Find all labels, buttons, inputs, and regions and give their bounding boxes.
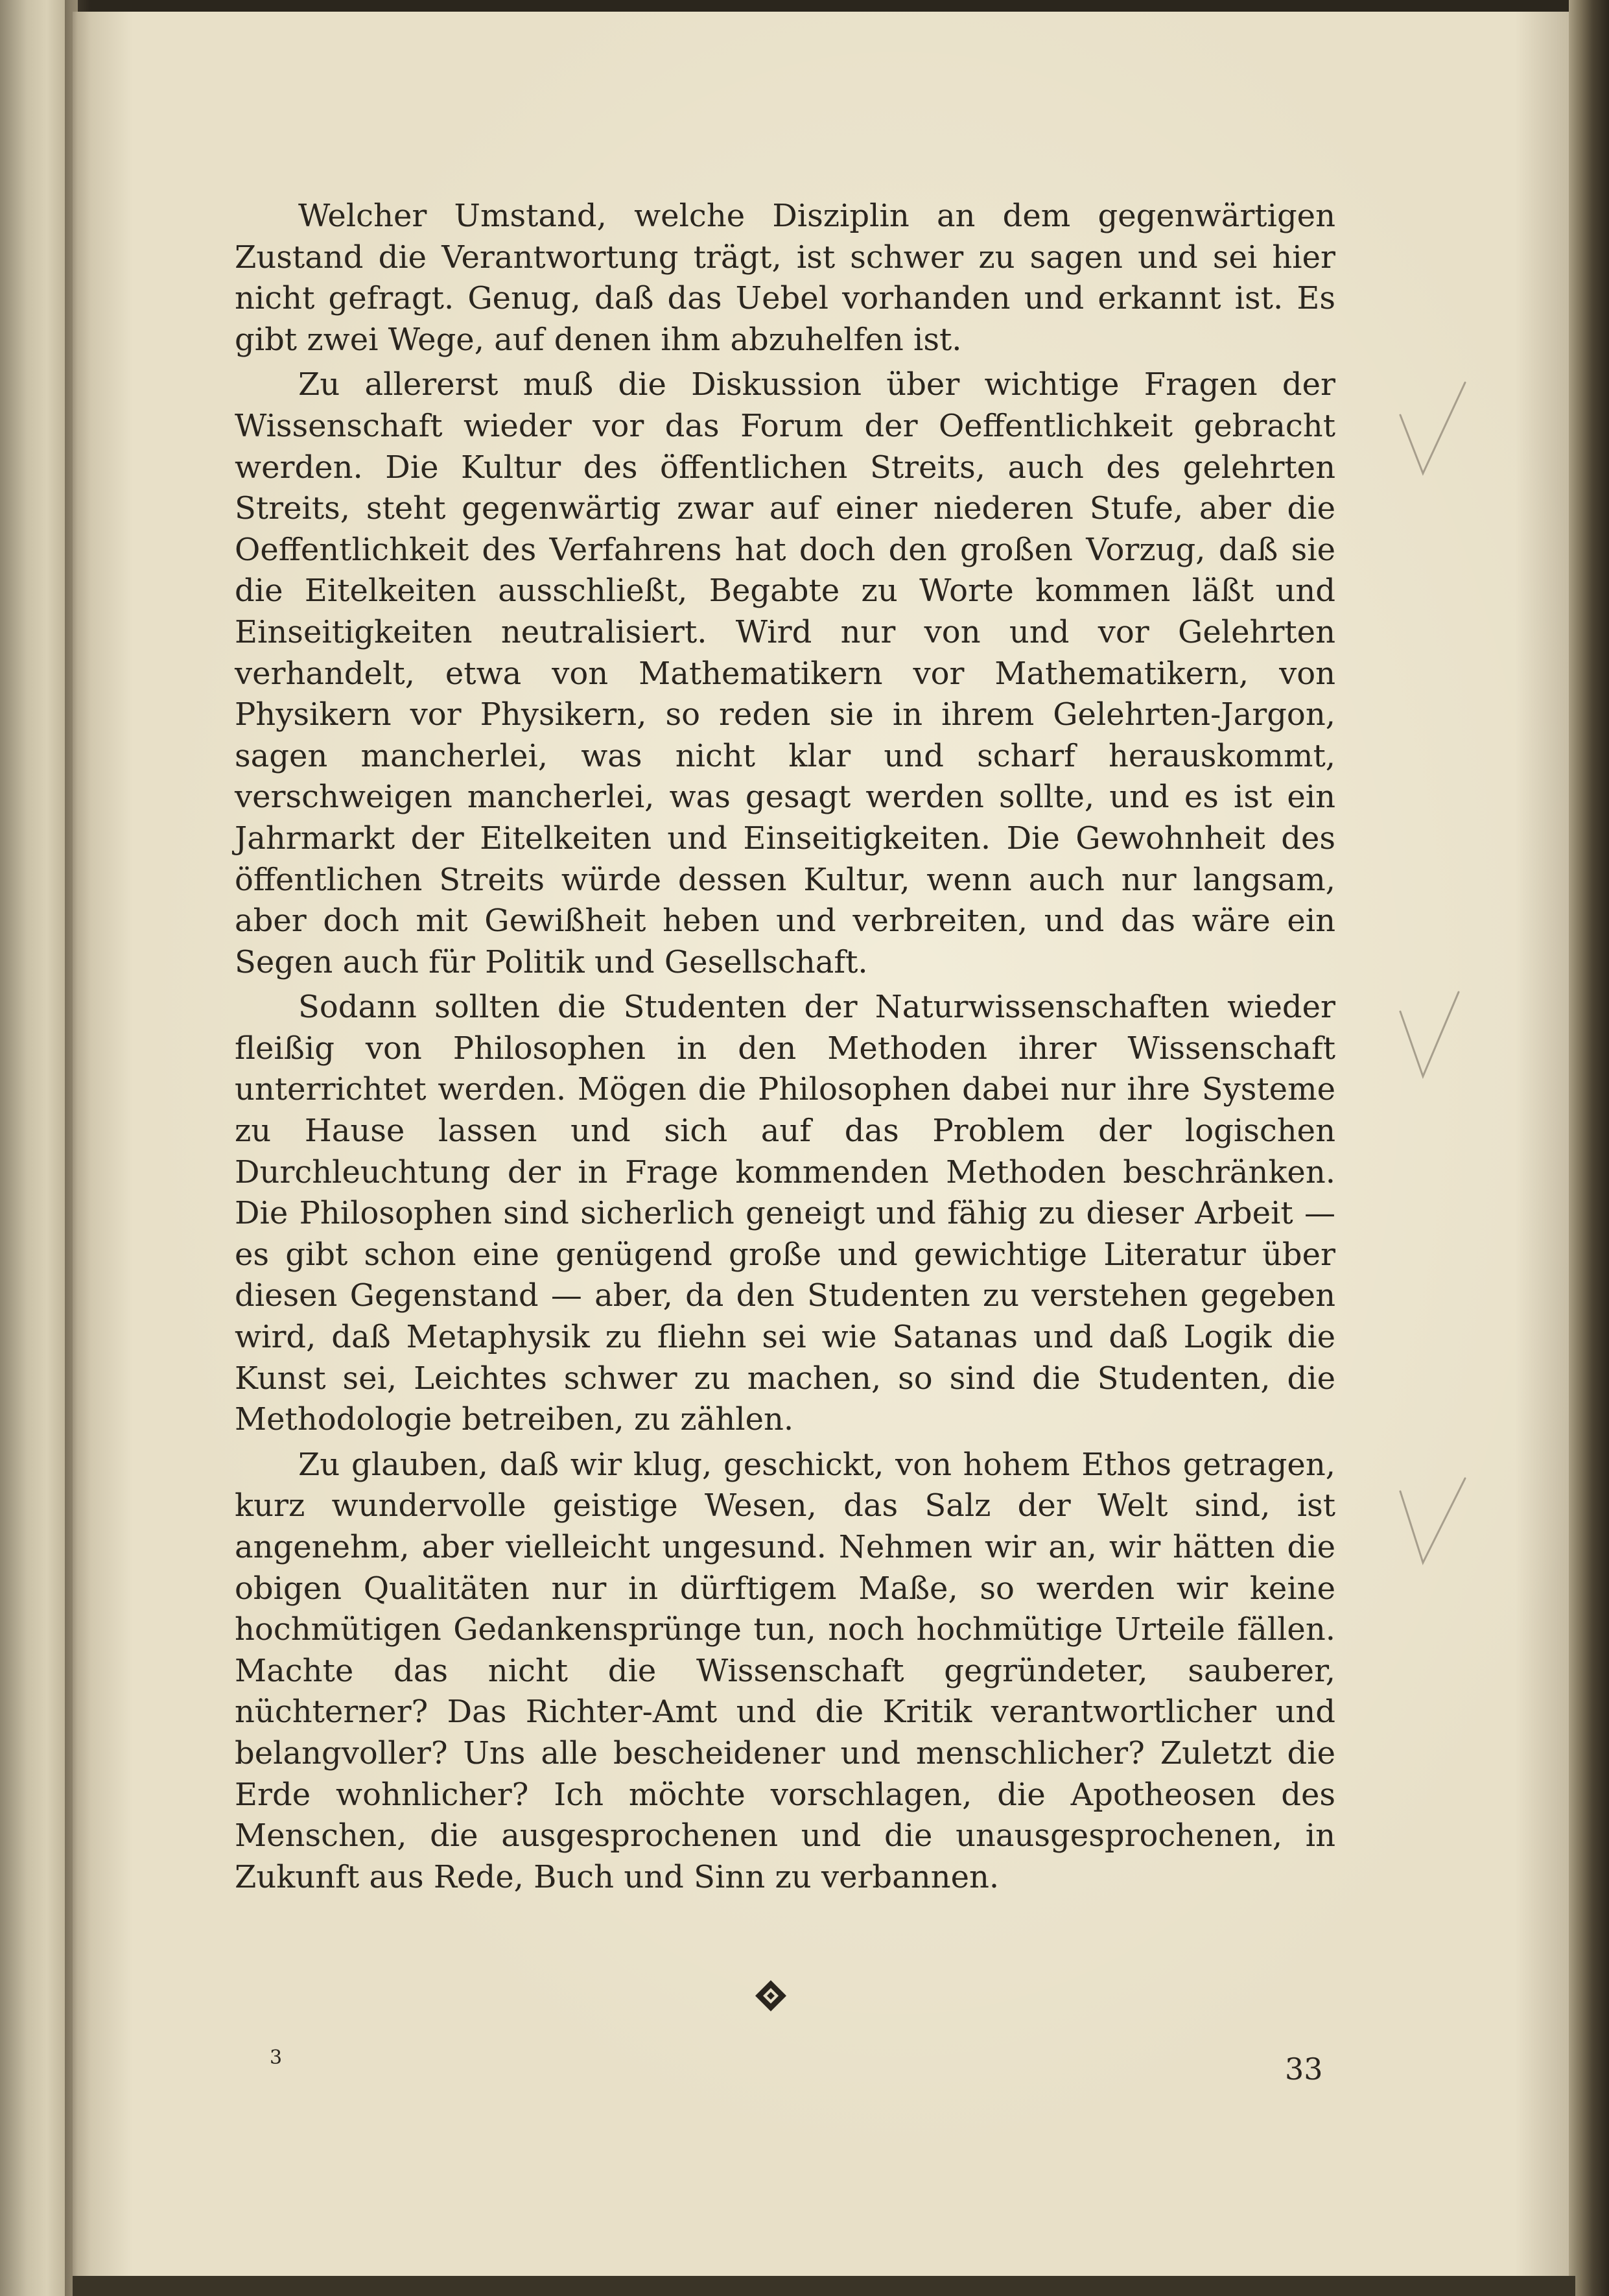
pencil-check-icon <box>1394 986 1472 1102</box>
bottom-edge <box>73 2276 1575 2296</box>
paragraph: Sodann sollten die Studenten der Naturwissenschaften wieder fleißig von Philosophen in den Methoden ihrer Wissenschaft unterrichtet werden. Mögen die Philosophen dabei nur ihre Systeme zu Hause lassen und sich auf das Problem der logischen Durchleuchtung der in Frage kommenden Methoden beschränken. Die Philosophen sind sicherlich geneigt und fähig zu dieser Arbeit — es gibt schon eine genügend große und gewichtige Literatur über diesen Gegenstand — aber, da den Studenten zu verstehen gegeben wird, daß Metaphysik zu fliehn sei wie Satanas und daß Logik die Kunst sei, Leichtes schwer zu machen, so sind die Studenten, die Methodologie betreiben, zu zählen. <box>235 989 1335 1438</box>
pencil-check-icon <box>1394 376 1472 493</box>
pencil-check-icon <box>1394 1465 1472 1582</box>
body-text <box>235 196 1335 1898</box>
paragraph: Welcher Umstand, welche Disziplin an dem gegenwärtigen Zustand die Verantwortung trägt, ist schwer zu sagen und sei hier nicht gefragt. Genug, daß das Uebel vorhanden und erkannt ist. Es gibt zwei Wege, auf denen ihm abzuhelfen ist. <box>235 198 1335 358</box>
diamond-ornament-icon <box>754 1979 788 2013</box>
signature-mark: 3 <box>270 2046 283 2069</box>
paragraph: Zu allererst muß die Diskussion über wichtige Fragen der Wissenschaft wieder vor das Forum der Oeffentlichkeit gebracht werden. Die Kultur des öffentlichen Streits, auch des gelehrten Streits, steht gegenwärtig zwar auf einer niederen Stufe, aber die Oeffentlichkeit des Verfahrens hat doch den großen Vorzug, daß sie die Eitelkeiten ausschließt, Begabte zu Worte kommen läßt und Einseitigkeiten neutralisiert. Wird nur von und vor Gelehrten verhandelt, etwa von Mathematikern vor Mathematikern, von Physikern vor Physikern, so reden sie in ihrem Gelehrten-Jargon, sagen mancherlei, was nicht klar und scharf herauskommt, verschweigen mancherlei, was gesagt werden sollte, und es ist ein Jahrmarkt der Eitelkeiten und Einseitigkeiten. Die Gewohnheit des öffentlichen Streits würde dessen Kultur, wenn auch nur langsam, aber doch mit Gewißheit heben und verbreiten, und das wäre ein Segen auch für Politik und Gesellschaft. <box>235 366 1335 980</box>
paragraph: Zu glauben, daß wir klug, geschickt, von hohem Ethos getragen, kurz wundervolle geistige Wesen, das Salz der Welt sind, ist angenehm, aber vielleicht ungesund. Nehmen wir an, wir hätten die obigen Qualitäten nur in dürftigem Maße, so werden wir keine hochmütigen Gedankensprünge tun, noch hochmütige Urteile fällen. Machte das nicht die Wissenschaft gegründeter, sauberer, nüchterner? Das Richter-Amt und die Kritik verantwortlicher und belangvoller? Uns alle bescheidener und menschlicher? Zuletzt die Erde wohnlicher? Ich möchte vorschlagen, die Apotheosen des Menschen, die ausgesprochenen und die unausgesprochenen, in Zukunft aus Rede, Buch und Sinn zu verbannen. <box>235 1446 1335 1895</box>
right-page-edge <box>1569 0 1609 2296</box>
gutter-shadow <box>65 0 91 2296</box>
page-number: 33 <box>1285 2052 1323 2087</box>
